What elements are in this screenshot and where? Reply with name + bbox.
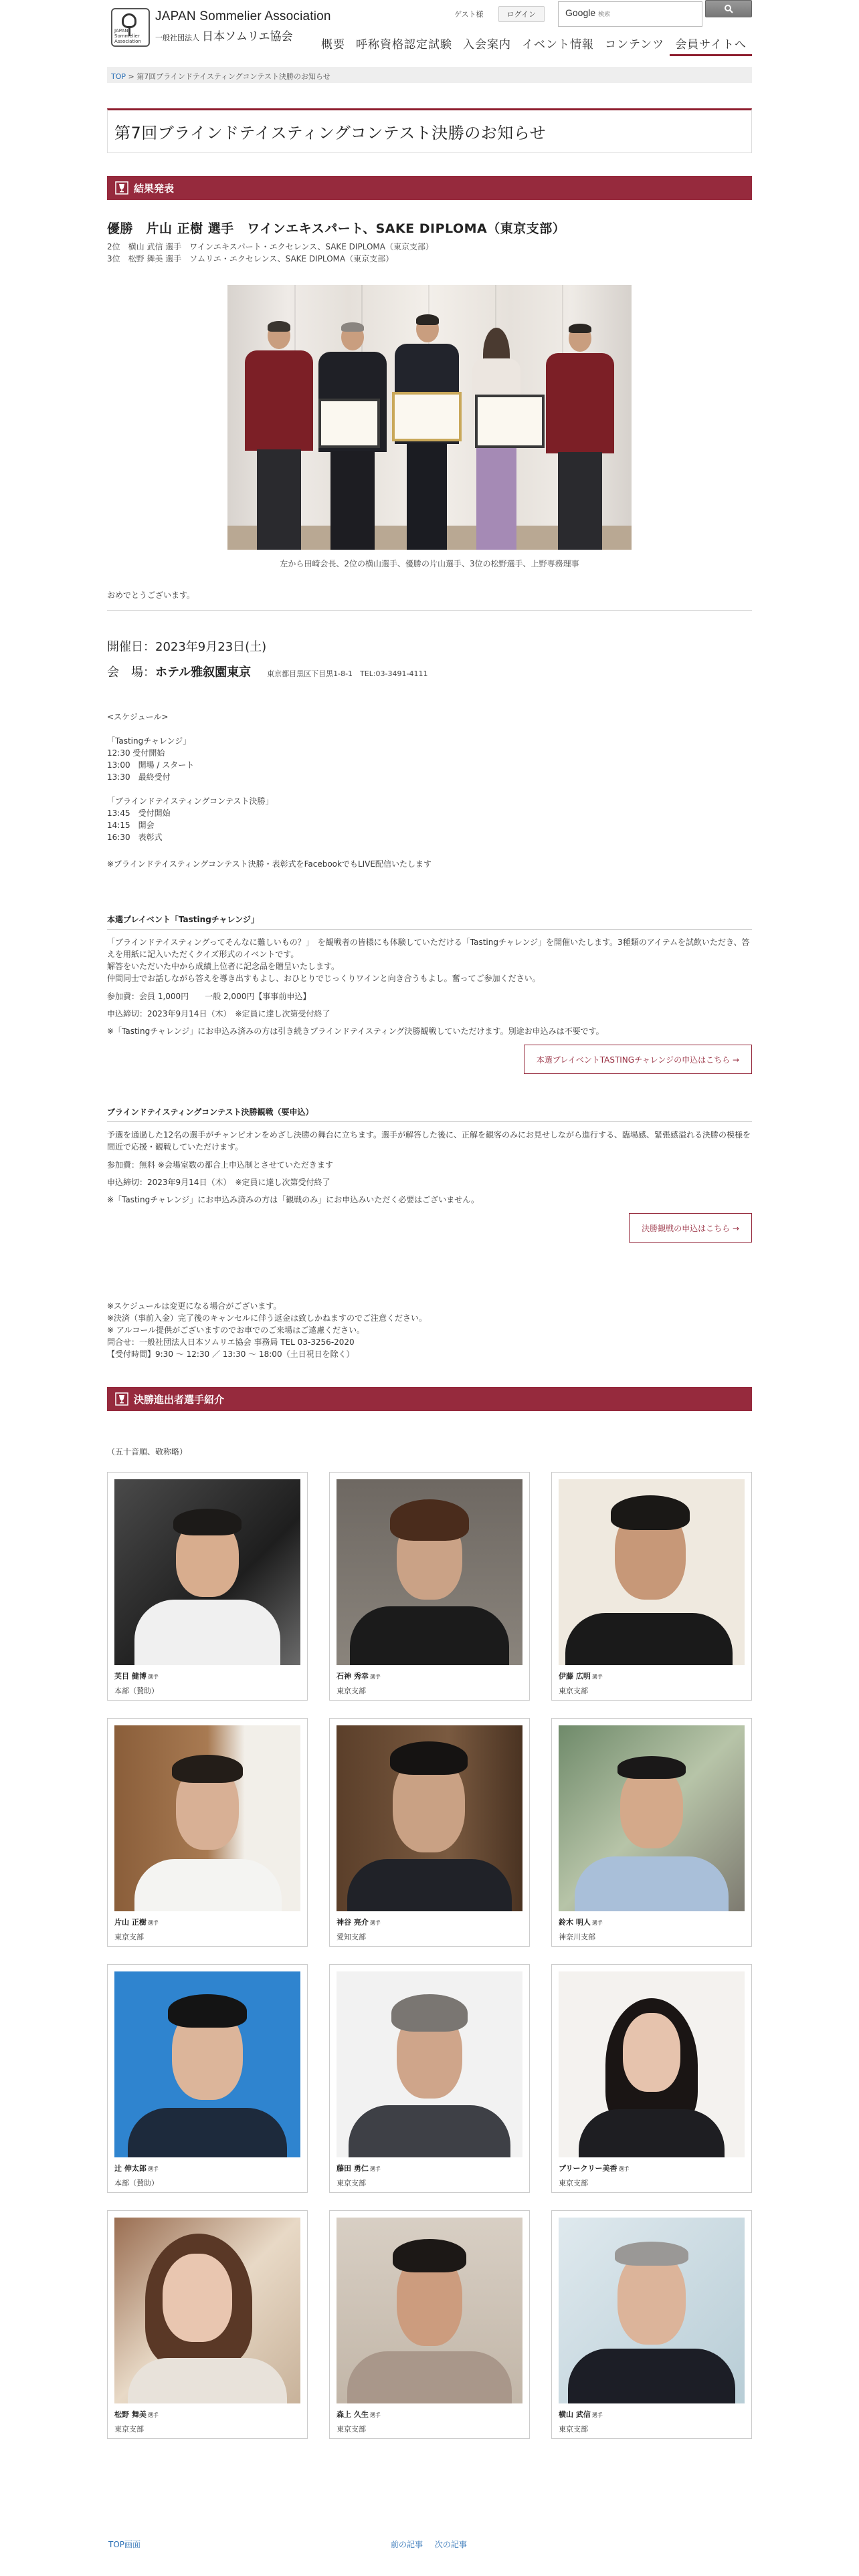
venue-label: 会 場： [107,665,155,679]
article-nav [391,2539,476,2550]
winner-line: 優勝 片山 正樹 選手 ワインエキスパート、SAKE DIPLOMA（東京支部） [107,221,566,236]
finalist-name: 横山 武信 選手 [559,2410,603,2419]
finalist-name: 片山 正樹 選手 [114,1918,159,1927]
pre-event-deadline: 申込締切：2023年9月14日（木） ※定員に達し次第受付終了 [107,1009,330,1018]
schedule-item: 14:15 開会 [107,821,155,830]
search-button[interactable] [705,0,752,17]
finalist-name: 鈴木 明人 選手 [559,1918,603,1927]
finalist-branch: 東京支部 [337,2425,366,2434]
nav-overview[interactable]: 概要 [321,38,346,51]
finalist-card [551,1472,752,1701]
notes [107,1300,752,1360]
finalist-card [107,1472,308,1701]
nav-contents[interactable]: コンテンツ [605,38,665,51]
finalist-branch: 東京支部 [559,2179,588,2187]
event-date: 開催日：2023年9月23日(土) [107,640,267,654]
schedule [107,711,752,843]
photo-caption: 左から田崎会長、2位の横山選手、優勝の片山選手、3位の松野選手、上野専務理事 [280,559,579,568]
pre-event-note: ※「Tastingチャレンジ」にお申込み済みの方は引き続きブラインドテイスティング決勝観戦していただけます。別途お申込みは不要です。 [107,1027,604,1036]
finalist-branch: 東京支部 [337,2179,366,2187]
finalist-branch: 本部（賛助） [114,1687,159,1695]
finalist-branch: 東京支部 [559,1687,588,1695]
page-title-box [107,108,752,153]
venue-name: ホテル雅叙園東京 [155,665,252,679]
site-header [107,0,752,62]
nav-certification[interactable]: 呼称資格認定試験 [356,38,453,51]
logo-japanese: 一般社団法人 日本ソムリエ協会 [155,30,293,43]
note-line: 問合せ：一般社団法人日本ソムリエ協会 事務局 TEL 03-3256-2020 [107,1337,355,1347]
finalist-branch: 本部（賛助） [114,2179,159,2187]
nav-member-site[interactable]: 会員サイトへ [670,35,752,56]
finalist-name: 藤田 勇仁 選手 [337,2164,381,2173]
finalists-order-note: （五十音順、敬称略） [107,1447,188,1457]
finalist-photo [559,1479,745,1665]
pre-event-title: 本選プレイベント「Tastingチャレンジ」 [107,914,752,930]
finalist-photo [337,2218,522,2403]
paragraph-line: 解答をいただいた中から成績上位者に記念品を贈呈いたします。 [107,962,340,971]
finalist-branch: 東京支部 [337,1687,366,1695]
final-viewing-fee: 参加費：無料 ※会場室数の都合上申込制とさせていただきます [107,1160,333,1170]
event-venue [107,663,752,680]
runner-up-lines [107,241,752,265]
final-schedule-title: 「ブラインドテイスティングコンテスト決勝」 [107,796,274,806]
finalist-photo [337,1479,522,1665]
finalist-photo [559,1725,745,1911]
final-viewing-deadline: 申込締切：2023年9月14日（木） ※定員に達し次第受付終了 [107,1178,330,1187]
schedule-item: 12:30 受付開始 [107,748,165,758]
finalist-card [329,2210,530,2439]
finalist-card [329,1964,530,2193]
breadcrumb-sep: > [126,72,137,81]
note-line: ※決済（事前入金）完了後のキャンセルに伴う返金は致しかねますのでご注意ください。 [107,1313,427,1323]
tasting-challenge-apply-button[interactable]: 本選プレイベントTASTINGチャレンジの申込はこちら → [524,1045,752,1074]
second-place: 2位 横山 武信 選手 ワインエキスパート・エクセレンス、SAKE DIPLOMA（東京支部） [107,242,434,251]
live-stream-note: ※ブラインドテイスティングコンテスト決勝・表彰式をFacebookでもLIVE配信いたします [107,859,432,869]
final-viewing-apply-button[interactable]: 決勝観戦の申込はこちら → [629,1213,752,1243]
finalist-name: 森上 久生 選手 [337,2410,381,2419]
wine-glass-icon [115,1392,128,1406]
note-line: ※ アルコール提供がございますのでお車でのご来場はご遠慮ください。 [107,1325,365,1335]
top-utility-bar [446,1,752,27]
finalist-photo [337,1725,522,1911]
guest-label: ゲスト様 [454,10,484,19]
finalist-branch: 東京支部 [114,2425,144,2434]
logo-english: JAPAN Sommelier Association [155,9,331,23]
note-line: 【受付時間】9:30 ～ 12:30 ／ 13:30 ～ 18:00（土日祝日を除く） [107,1350,355,1359]
top-page-link[interactable]: TOP画面 [108,2540,141,2549]
main-container [107,0,752,2439]
divider [107,610,752,611]
finalist-name: 石神 秀幸 選手 [337,1672,381,1681]
award-ceremony-photo [227,285,632,550]
finalist-card [551,2210,752,2439]
nav-events[interactable]: イベント情報 [522,38,595,51]
final-viewing-title: ブラインドテイスティングコンテスト決勝観戦（要申込） [107,1106,752,1122]
finalist-name: 辻 伸太郎 選手 [114,2164,159,2173]
nav-membership[interactable]: 入会案内 [463,38,512,51]
wine-glass-icon [115,181,128,195]
finalist-photo [337,1971,522,2157]
breadcrumb-home[interactable]: TOP [111,72,126,81]
finalist-card [551,1718,752,1947]
search-icon [724,4,733,13]
finalist-name: プリークリー美香 選手 [559,2164,630,2173]
page-title: 第7回ブラインドテイスティングコンテスト決勝のお知らせ [114,124,547,142]
site-logo[interactable] [111,8,331,47]
third-place: 3位 松野 舞美 選手 ソムリエ・エクセレンス、SAKE DIPLOMA（東京支部） [107,254,394,263]
finalist-card [329,1718,530,1947]
finalists-grid [107,1472,752,2439]
finalist-name: 芙目 健博 選手 [114,1672,159,1681]
results-section-header [107,176,752,200]
schedule-item: 13:45 受付開始 [107,809,171,818]
schedule-item: 13:30 最終受付 [107,772,171,782]
breadcrumb [107,67,752,83]
logo-mark-text: JAPAN Sommelier Association [114,28,141,44]
finalist-name: 伊藤 広明 選手 [559,1672,603,1681]
finalist-card [107,2210,308,2439]
global-nav [316,35,752,56]
logo-glass-icon [111,8,150,47]
finalist-branch: 東京支部 [114,1933,144,1941]
pre-event-description [107,936,752,984]
finalists-section-header [107,1387,752,1411]
finalist-photo [114,1479,300,1665]
schedule-item: 13:00 開場 / スタート [107,760,195,770]
finalist-branch: 東京支部 [559,2425,588,2434]
finalist-card [329,1472,530,1701]
venue-address: 東京都目黒区下目黒1-8-1 TEL:03-3491-4111 [267,669,428,678]
finalist-photo [559,1971,745,2157]
finalist-branch: 神奈川支部 [559,1933,595,1941]
finalist-name: 松野 舞美 選手 [114,2410,159,2419]
finalist-card [551,1964,752,2193]
prev-article-link[interactable]: 前の記事 [391,2540,423,2549]
congratulations-text: おめでとうございます。 [107,591,195,600]
login-button[interactable]: ログイン [498,6,545,22]
finalist-photo [114,1971,300,2157]
finalist-name: 神谷 亮介 選手 [337,1918,381,1927]
pre-event-fee: 参加費：会員 1,000円 一般 2,000円【事事前申込】 [107,992,311,1001]
note-line: ※スケジュールは変更になる場合がございます。 [107,1301,282,1311]
finalist-photo [559,2218,745,2403]
next-article-link[interactable]: 次の記事 [434,2540,467,2549]
results-section-title: 結果発表 [134,182,175,195]
schedule-title: <スケジュール> [107,712,169,722]
paragraph-line: 仲間同士でお話しながら答えを導き出すもよし、おひとりでじっくりワインと向き合うもよし。奮ってご参加ください。 [107,974,541,983]
final-viewing-note: ※「Tastingチャレンジ」にお申込み済みの方は「観戦のみ」にお申込みいただく必要はございません。 [107,1195,480,1204]
finalist-photo [114,1725,300,1911]
finalist-card [107,1964,308,2193]
schedule-item: 16:30 表彰式 [107,833,163,842]
site-search [558,1,752,27]
finalist-branch: 愛知支部 [337,1933,366,1941]
breadcrumb-current: 第7回ブラインドテイスティングコンテスト決勝のお知らせ [136,72,330,81]
finalist-card [107,1718,308,1947]
final-viewing-description: 予選を通過した12名の選手がチャンピオンをめざし決勝の舞台に立ちます。選手が解答した後に、正解を観客のみにお見せしながら進行する、臨場感、緊張感溢れる決勝の模様を間近で応援・観戦していただけます。 [107,1130,751,1152]
finalist-photo [114,2218,300,2403]
tasting-schedule-title: 「Tastingチャレンジ」 [107,736,191,746]
search-input[interactable]: Google 検索 [558,1,702,27]
paragraph-line: 「ブラインドテイスティングってそんなに難しいもの？」 を観戦者の皆様にも体験していただける「Tastingチャレンジ」を開催いたします。3種類のアイテムを試飲いただき、答えを用紙に記入いただくクイズ形式のイベントです。 [107,938,750,959]
finalists-section-title: 決勝進出者選手紹介 [134,1393,225,1406]
